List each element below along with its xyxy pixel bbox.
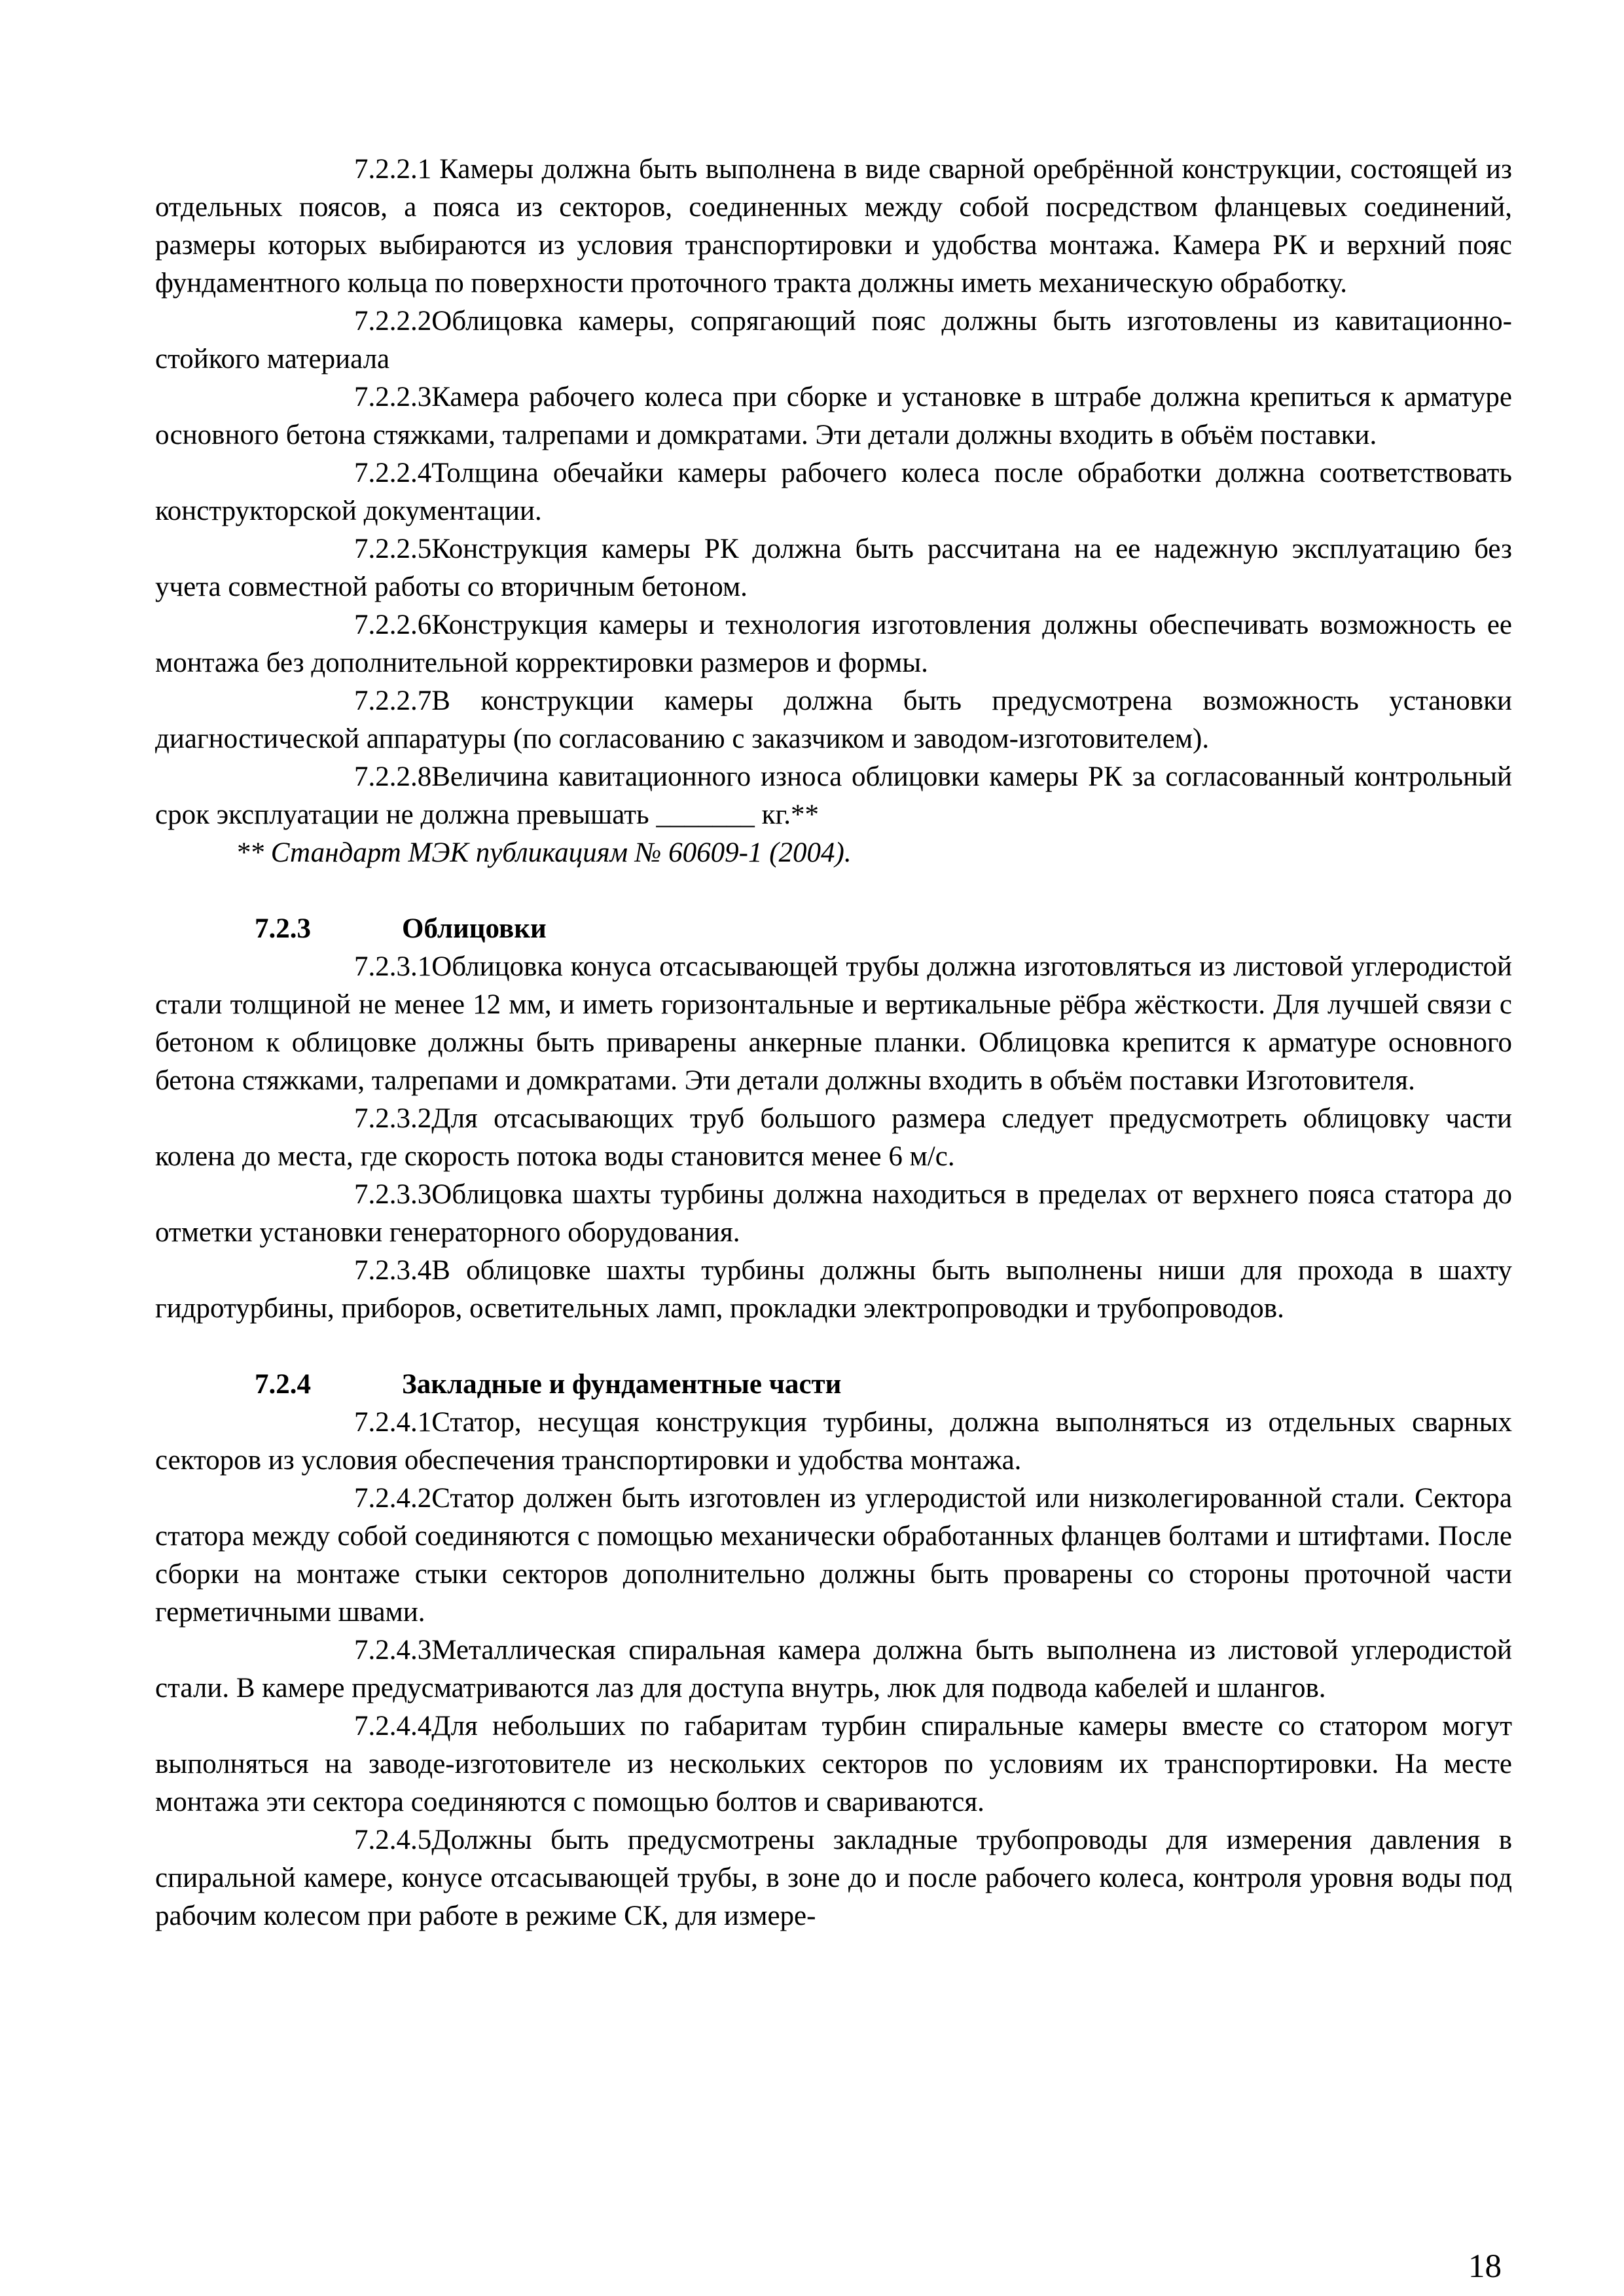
paragraph-7-2-3-2 <box>155 1100 1512 1176</box>
paragraph-7-2-2-2 <box>155 302 1512 378</box>
paragraph-7-2-3-1 <box>155 948 1512 1100</box>
paragraph-number: 7.2.4.1 <box>354 1407 432 1438</box>
footnote: ** Стандарт МЭК публикациям № 60609-1 (2004). <box>236 837 852 868</box>
paragraph-number: 7.2.2.5 <box>354 534 432 564</box>
paragraph-text: Облицовка шахты турбины должна находиться в пределах от верхнего пояса статора до отметки установки генераторного оборудования. <box>155 1179 1512 1248</box>
spacer <box>155 872 1512 910</box>
paragraph-number: 7.2.3.4 <box>354 1255 432 1286</box>
paragraph-text: Камера рабочего колеса при сборке и установке в штрабе должна крепиться к арматуре основного бетона стяжками, талрепами и домкратами. Эти детали должны входить в объём поставки. <box>155 382 1512 450</box>
paragraph-text: Облицовка конуса отсасывающей трубы должна изготовляться из листовой углеродистой стали толщиной не менее 12 мм, и иметь горизонтальные и вертикальные рёбра жёсткости. Для лучшей связи с бетоном к облицовке должны быть приварены анкерные планки. Облицовка крепится к арматуре основного бетона стяжками, талрепами и домкратами. Эти детали должны входить в объём поставки Изготовителя. <box>155 951 1512 1096</box>
spacer <box>155 1328 1512 1366</box>
paragraph-text: Конструкция камеры и технология изготовления должны обеспечивать возможность ее монтажа без дополнительной корректировки размеров и формы. <box>155 610 1512 678</box>
paragraph-text: Должны быть предусмотрены закладные трубопроводы для измерения давления в спиральной камере, конусе отсасывающей трубы, в зоне до и после рабочего колеса, контроля уровня воды под рабочим колесом при работе в режиме СК, для измере- <box>155 1825 1512 1931</box>
paragraph-text: Конструкция камеры РК должна быть рассчитана на ее надежную эксплуатацию без учета совместной работы со вторичным бетоном. <box>155 534 1512 602</box>
paragraph-7-2-4-2 <box>155 1480 1512 1631</box>
paragraph-text: Статор должен быть изготовлен из углеродистой или низколегированной стали. Сектора статора между собой соединяются с помощью механически обработанных фланцев болтами и штифтами. После сборки на монтаже стыки секторов дополнительно должны быть проварены со стороны проточной части герметичными швами. <box>155 1483 1512 1628</box>
paragraph-7-2-3-4 <box>155 1252 1512 1328</box>
paragraph-number: 7.2.3.2 <box>354 1103 432 1134</box>
paragraph-text: Для отсасывающих труб большого размера следует предусмотреть облицовку части колена до места, где скорость потока воды становится менее 6 м/с. <box>155 1103 1512 1172</box>
section-heading-7-2-4 <box>155 1366 1512 1404</box>
paragraph-7-2-4-5 <box>155 1821 1512 1935</box>
section-number: 7.2.3 <box>255 913 311 944</box>
section-title: Закладные и фундаментные части <box>402 1369 842 1400</box>
paragraph-number: 7.2.4.4 <box>354 1711 432 1741</box>
page-number: 18 <box>1468 2248 1502 2285</box>
paragraph-number: 7.2.2.7 <box>354 685 432 716</box>
paragraph-number: 7.2.2.4 <box>354 458 432 488</box>
paragraph-number: 7.2.4.5 <box>354 1825 432 1855</box>
paragraph-7-2-2-7 <box>155 682 1512 758</box>
paragraph-7-2-2-4 <box>155 454 1512 530</box>
paragraph-7-2-4-1 <box>155 1404 1512 1480</box>
section-number: 7.2.4 <box>255 1369 311 1400</box>
paragraph-number: 7.2.4.3 <box>354 1635 432 1666</box>
paragraph-7-2-4-3 <box>155 1631 1512 1707</box>
paragraph-text: В облицовке шахты турбины должны быть выполнены ниши для прохода в шахту гидротурбины, приборов, осветительных ламп, прокладки электропроводки и трубопроводов. <box>155 1255 1512 1324</box>
paragraph-text: Облицовка камеры, сопрягающий пояс должны быть изготовлены из кавитационно-стойкого материала <box>155 306 1512 374</box>
paragraph-7-2-2-5 <box>155 530 1512 606</box>
paragraph-number: 7.2.2.2 <box>354 306 432 337</box>
paragraph-number: 7.2.3.1 <box>354 951 432 982</box>
paragraph-number: 7.2.2.3 <box>354 382 432 412</box>
paragraph-text: В конструкции камеры должна быть предусмотрена возможность установки диагностической аппаратуры (по согласованию с заказчиком и заводом-изготовителем). <box>155 685 1512 754</box>
paragraph-number: 7.2.2.6 <box>354 610 432 640</box>
paragraph-text: Металлическая спиральная камера должна быть выполнена из листовой углеродистой стали. В камере предусматриваются лаз для доступа внутрь, люк для подвода кабелей и шлангов. <box>155 1635 1512 1704</box>
paragraph-text: Величина кавитационного износа облицовки камеры РК за согласованный контрольный срок эксплуатации не должна превышать _______ кг.** <box>155 761 1512 830</box>
section-heading-7-2-3 <box>155 910 1512 948</box>
paragraph-7-2-4-4 <box>155 1707 1512 1821</box>
paragraph-text: Для небольших по габаритам турбин спиральные камеры вместе со статором могут выполняться на заводе-изготовителе из нескольких секторов по условиям их транспортировки. На месте монтажа эти сектора соединяются с помощью болтов и свариваются. <box>155 1711 1512 1817</box>
paragraph-7-2-2-3 <box>155 378 1512 454</box>
paragraph-7-2-2-6 <box>155 606 1512 682</box>
paragraph-text: Камеры должна быть выполнена в виде сварной оребрённой конструкции, состоящей из отдельных поясов, а пояса из секторов, соединенных между собой посредством фланцевых соединений, размеры которых выбираются из условия транспортировки и удобства монтажа. Камера РК и верхний пояс фундаментного кольца по поверхности проточного тракта должны иметь механическую обработку. <box>155 154 1512 299</box>
paragraph-text: Статор, несущая конструкция турбины, должна выполняться из отдельных сварных секторов из условия обеспечения транспортировки и удобства монтажа. <box>155 1407 1512 1476</box>
paragraph-7-2-2-1 <box>155 151 1512 302</box>
section-title: Облицовки <box>402 913 547 944</box>
paragraph-7-2-3-3 <box>155 1176 1512 1252</box>
paragraph-text: Толщина обечайки камеры рабочего колеса после обработки должна соответствовать конструкторской документации. <box>155 458 1512 526</box>
paragraph-number: 7.2.2.1 <box>354 154 432 185</box>
page-content <box>155 151 1512 1935</box>
paragraph-number: 7.2.3.3 <box>354 1179 432 1210</box>
paragraph-7-2-2-8 <box>155 758 1512 834</box>
paragraph-number: 7.2.4.2 <box>354 1483 432 1514</box>
paragraph-number: 7.2.2.8 <box>354 761 432 792</box>
